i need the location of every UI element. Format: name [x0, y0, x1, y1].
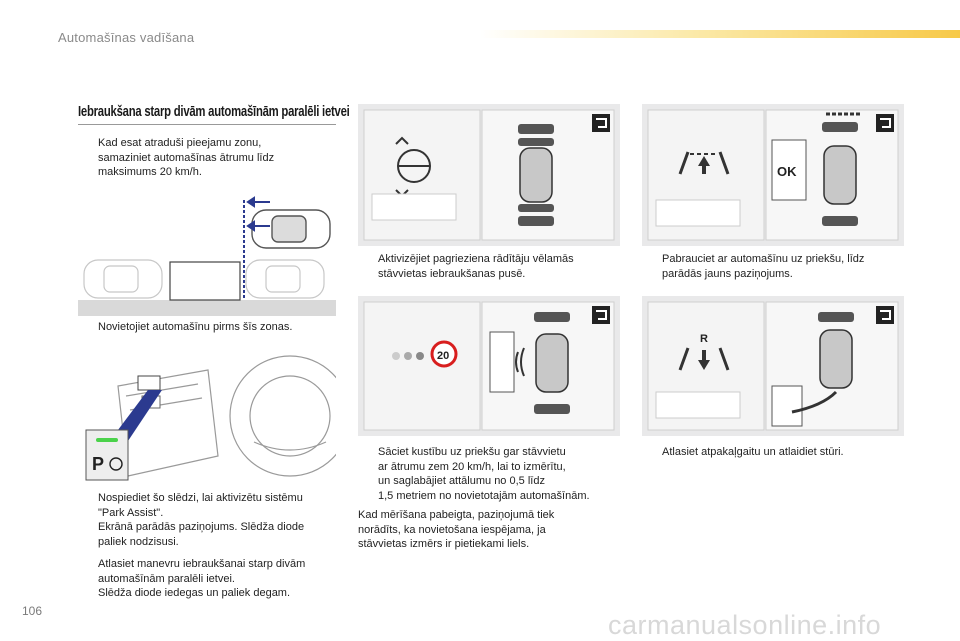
parked-car-left-icon	[84, 260, 162, 298]
bullet-position-car: Novietojiet automašīnu pirms šīs zonas.	[98, 321, 293, 333]
bullet-activate-indicator: Aktivizējiet pagrieziena rādītāju vēlamās stāvvietas iebraukšanas pusē.	[378, 253, 574, 280]
bullet-select-maneuver: Atlasiet manevru iebraukšanai starp divām automašīnām paralēli ietvei. Slēdža diode iedegas un paliek degam.	[98, 558, 306, 599]
section-title: Iebraukšana starp divām automašīnām paralēli ietvei	[78, 104, 350, 120]
bullet-reduce-speed: Kad esat atraduši pieejamu zonu, samaziniet automašīnas ātrumu līdz maksimums 20 km/h.	[98, 137, 275, 178]
title-divider	[78, 124, 336, 125]
bullet-drive-until-message: Pabrauciet ar automašīnu uz priekšu, līdz parādās jauns paziņojums.	[662, 253, 865, 280]
parking-space-outline	[170, 262, 240, 300]
page-number: 106	[22, 604, 43, 618]
car-sensor-icon	[820, 330, 852, 388]
watermark: carmanualsonline.info	[608, 610, 882, 640]
paragraph-measurement-done: Kad mērīšana pabeigta, paziņojumā tiek norādīts, ka novietošana iespējama, ja stāvvietas izmērs ir pietiekami liels.	[358, 509, 555, 550]
car-sensor-icon	[824, 146, 856, 204]
switch-label: P	[92, 454, 105, 474]
moving-car-icon	[252, 210, 330, 248]
bullet-press-switch: Nospiediet šo slēdzi, lai aktivizētu sistēmu "Park Assist". Ekrānā parādās paziņojums. Slēdža diode paliek nodzisusi.	[98, 492, 305, 548]
running-header: Automašīnas vadīšana	[58, 30, 195, 45]
figure-dashboard-switch	[78, 346, 336, 488]
screen-turn-signal	[358, 104, 620, 246]
car-sensor-icon	[518, 124, 554, 226]
figure-approach-zone	[78, 192, 336, 316]
screen-measuring	[358, 296, 620, 436]
bullet-select-reverse: Atlasiet atpakaļgaitu un atlaidiet stūri.	[662, 446, 844, 458]
bullet-drive-forward: Sāciet kustību uz priekšu gar stāvvietu ar ātrumu zem 20 km/h, lai to izmērītu, un saglabājiet attālumu no 0,5 līdz 1,5 metriem no novietotajām automašīnām.	[378, 446, 590, 502]
ok-label: OK	[777, 164, 797, 179]
parked-car-right-icon	[246, 260, 324, 298]
screen-reverse	[642, 296, 904, 436]
car-sensor-icon	[536, 334, 568, 392]
reverse-label: R	[700, 333, 708, 345]
speed-limit-value: 20	[437, 350, 450, 362]
header-accent-bar	[480, 30, 960, 38]
screen-ok	[642, 104, 904, 246]
